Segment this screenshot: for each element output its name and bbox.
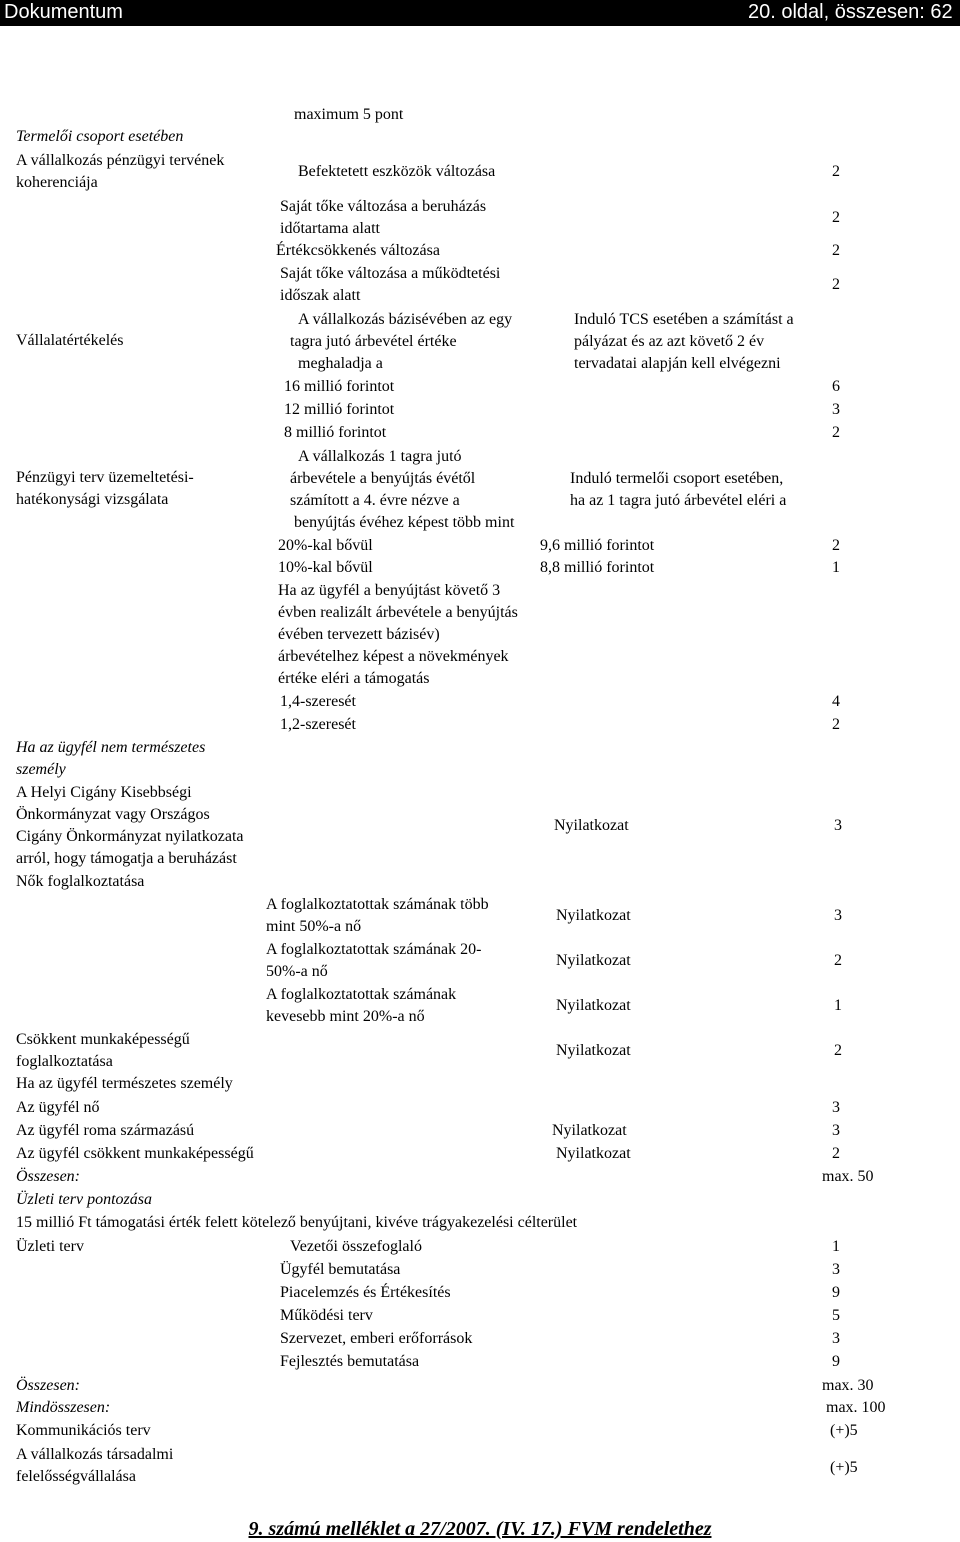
increment-criterion-2: évben realizált árbevétele a benyújtás bbox=[278, 604, 518, 621]
efficiency-criterion-4: benyújtás évéhez képest több mint bbox=[294, 514, 515, 531]
bp-item-points: 1 bbox=[832, 1238, 840, 1255]
row-depreciation-points: 2 bbox=[832, 242, 840, 259]
women-under-20-points: 1 bbox=[834, 997, 842, 1014]
increment-criterion-1: Ha az ügyfél a benyújtást követő 3 bbox=[278, 582, 501, 599]
valuation-16m: 16 millió forintot bbox=[284, 378, 395, 395]
roma-gov-text-2: Önkormányzat vagy Országos bbox=[16, 806, 210, 823]
bp-item-points: 9 bbox=[832, 1353, 840, 1370]
subtotal-label: Összesen: bbox=[16, 1168, 80, 1185]
client-disabled-points: 2 bbox=[832, 1145, 840, 1162]
roma-gov-text-3: Cigány Önkormányzat nyilatkozata bbox=[16, 828, 244, 845]
women-under-20-2: kevesebb mint 20%-a nő bbox=[266, 1008, 425, 1025]
efficiency-criterion-1: A vállalkozás 1 tagra jutó bbox=[298, 448, 462, 465]
csr-label-2: felelősségvállalása bbox=[16, 1468, 136, 1485]
header-page-count: 20. oldal, összesen: 62 bbox=[748, 1, 953, 23]
csr-label-1: A vállalkozás társadalmi bbox=[16, 1446, 174, 1463]
women-over-50-1: A foglalkoztatottak számának több bbox=[266, 896, 489, 913]
max-points: maximum 5 pont bbox=[294, 106, 404, 123]
row-equity-investment-points: 2 bbox=[832, 209, 840, 226]
bp-item-name: Piacelemzés és Értékesítés bbox=[280, 1284, 451, 1301]
row-equity-investment-1: Saját tőke változása a beruházás bbox=[280, 198, 487, 215]
client-roma-points: 3 bbox=[832, 1122, 840, 1139]
increment-criterion-3: évében tervezett bázisév) bbox=[278, 626, 440, 643]
bp-item-points: 3 bbox=[832, 1330, 840, 1347]
label-efficiency-2: hatékonysági vizsgálata bbox=[16, 491, 169, 508]
multiplier-1-4: 1,4-szeresét bbox=[280, 693, 356, 710]
roma-gov-points: 3 bbox=[834, 817, 842, 834]
growth-10: 10%-kal bővül bbox=[278, 559, 373, 576]
client-woman: Az ügyfél nő bbox=[16, 1099, 100, 1116]
producer-group-heading: Termelői csoport esetében bbox=[16, 128, 184, 145]
growth-20-amount: 9,6 millió forintot bbox=[540, 537, 655, 554]
multiplier-1-2: 1,2-szeresét bbox=[280, 716, 356, 733]
business-plan-label: Üzleti terv bbox=[16, 1238, 84, 1255]
label-efficiency-1: Pénzügyi terv üzemeltetési- bbox=[16, 469, 194, 486]
women-employment-heading: Nők foglalkoztatása bbox=[16, 873, 145, 890]
growth-10-points: 1 bbox=[832, 559, 840, 576]
women-20-50-2: 50%-a nő bbox=[266, 963, 328, 980]
valuation-criterion-3: meghaladja a bbox=[298, 355, 383, 372]
growth-10-amount: 8,8 millió forintot bbox=[540, 559, 655, 576]
bp-total-label: Összesen: bbox=[16, 1377, 80, 1394]
women-20-50-points: 2 bbox=[834, 952, 842, 969]
row-equity-operation-1: Saját tőke változása a működtetési bbox=[280, 265, 501, 282]
increment-criterion-5: értéke eléri a támogatás bbox=[278, 670, 430, 687]
document-header bbox=[0, 0, 960, 26]
disabled-employment-1: Csökkent munkaképességű bbox=[16, 1031, 190, 1048]
header-title: Dokumentum bbox=[4, 1, 123, 23]
valuation-note-1: Induló TCS esetében a számítást a bbox=[574, 311, 794, 328]
valuation-12m-points: 3 bbox=[832, 401, 840, 418]
bp-item-points: 9 bbox=[832, 1284, 840, 1301]
subtotal-value: max. 50 bbox=[822, 1168, 874, 1185]
bp-total-value: max. 30 bbox=[822, 1377, 874, 1394]
valuation-16m-points: 6 bbox=[832, 378, 840, 395]
bp-item-points: 3 bbox=[832, 1261, 840, 1278]
efficiency-criterion-2: árbevétele a benyújtás évétől bbox=[290, 470, 476, 487]
bp-item-name: Ügyfél bemutatása bbox=[280, 1261, 401, 1278]
growth-20: 20%-kal bővül bbox=[278, 537, 373, 554]
client-roma-declaration: Nyilatkozat bbox=[552, 1122, 627, 1139]
disabled-employment-declaration: Nyilatkozat bbox=[556, 1042, 631, 1059]
multiplier-1-2-points: 2 bbox=[832, 716, 840, 733]
valuation-criterion-1: A vállalkozás bázisévében az egy bbox=[298, 311, 513, 328]
valuation-note-3: tervadatai alapján kell elvégezni bbox=[574, 355, 781, 372]
valuation-note-2: pályázat és az azt követő 2 év bbox=[574, 333, 765, 350]
label-coherence: koherenciája bbox=[16, 174, 98, 191]
valuation-8m-points: 2 bbox=[832, 424, 840, 441]
row-depreciation: Értékcsökkenés változása bbox=[276, 242, 440, 259]
bp-item-points: 5 bbox=[832, 1307, 840, 1324]
increment-criterion-4: árbevételhez képest a növekmények bbox=[278, 648, 509, 665]
business-plan-scoring-heading: Üzleti terv pontozása bbox=[16, 1191, 152, 1208]
non-natural-person-heading-2: személy bbox=[16, 761, 66, 778]
bp-item-name: Vezetői összefoglaló bbox=[290, 1238, 422, 1255]
roma-gov-declaration: Nyilatkozat bbox=[554, 817, 629, 834]
label-company-valuation: Vállalatértékelés bbox=[16, 332, 124, 349]
bp-item-name: Fejlesztés bemutatása bbox=[280, 1353, 420, 1370]
disabled-employment-2: foglalkoztatása bbox=[16, 1053, 113, 1070]
multiplier-1-4-points: 4 bbox=[832, 693, 840, 710]
roma-gov-text-4: arról, hogy támogatja a beruházást bbox=[16, 850, 237, 867]
row-fixed-assets-points: 2 bbox=[832, 163, 840, 180]
disabled-employment-points: 2 bbox=[834, 1042, 842, 1059]
communication-plan-bonus: (+)5 bbox=[830, 1422, 858, 1439]
valuation-criterion-2: tagra jutó árbevétel értéke bbox=[290, 333, 457, 350]
bp-item-name: Működési terv bbox=[280, 1307, 373, 1324]
business-plan-note: 15 millió Ft támogatási érték felett kötelező benyújtani, kivéve trágyakezelési célterület bbox=[16, 1214, 578, 1231]
bp-item-name: Szervezet, emberi erőforrások bbox=[280, 1330, 473, 1347]
natural-person-heading: Ha az ügyfél természetes személy bbox=[16, 1075, 233, 1092]
csr-bonus: (+)5 bbox=[830, 1459, 858, 1476]
women-under-20-1: A foglalkoztatottak számának bbox=[266, 986, 457, 1003]
grand-total-value: max. 100 bbox=[826, 1399, 886, 1416]
roma-gov-text-1: A Helyi Cigány Kisebbségi bbox=[16, 784, 192, 801]
efficiency-note-2: ha az 1 tagra jutó árbevétel eléri a bbox=[570, 492, 787, 509]
non-natural-person-heading-1: Ha az ügyfél nem természetes bbox=[16, 739, 206, 756]
row-equity-operation-points: 2 bbox=[832, 276, 840, 293]
women-over-50-points: 3 bbox=[834, 907, 842, 924]
row-equity-investment-2: időtartama alatt bbox=[280, 220, 380, 237]
women-under-20-declaration: Nyilatkozat bbox=[556, 997, 631, 1014]
women-over-50-declaration: Nyilatkozat bbox=[556, 907, 631, 924]
label-finance-plan: A vállalkozás pénzügyi tervének bbox=[16, 152, 225, 169]
document-footer: 9. számú melléklet a 27/2007. (IV. 17.) FVM rendelethez bbox=[248, 1518, 712, 1540]
growth-20-points: 2 bbox=[832, 537, 840, 554]
women-20-50-declaration: Nyilatkozat bbox=[556, 952, 631, 969]
women-20-50-1: A foglalkoztatottak számának 20- bbox=[266, 941, 482, 958]
client-disabled-declaration: Nyilatkozat bbox=[556, 1145, 631, 1162]
valuation-8m: 8 millió forintot bbox=[284, 424, 387, 441]
efficiency-criterion-3: számított a 4. évre nézve a bbox=[290, 492, 460, 509]
client-roma: Az ügyfél roma származású bbox=[16, 1122, 195, 1139]
client-disabled: Az ügyfél csökkent munkaképességű bbox=[16, 1145, 254, 1162]
grand-total-label: Mindösszesen: bbox=[16, 1399, 111, 1416]
communication-plan: Kommunikációs terv bbox=[16, 1422, 151, 1439]
row-fixed-assets: Befektetett eszközök változása bbox=[298, 163, 496, 180]
row-equity-operation-2: időszak alatt bbox=[280, 287, 361, 304]
efficiency-note-1: Induló termelői csoport esetében, bbox=[570, 470, 784, 487]
valuation-12m: 12 millió forintot bbox=[284, 401, 395, 418]
women-over-50-2: mint 50%-a nő bbox=[266, 918, 362, 935]
client-woman-points: 3 bbox=[832, 1099, 840, 1116]
